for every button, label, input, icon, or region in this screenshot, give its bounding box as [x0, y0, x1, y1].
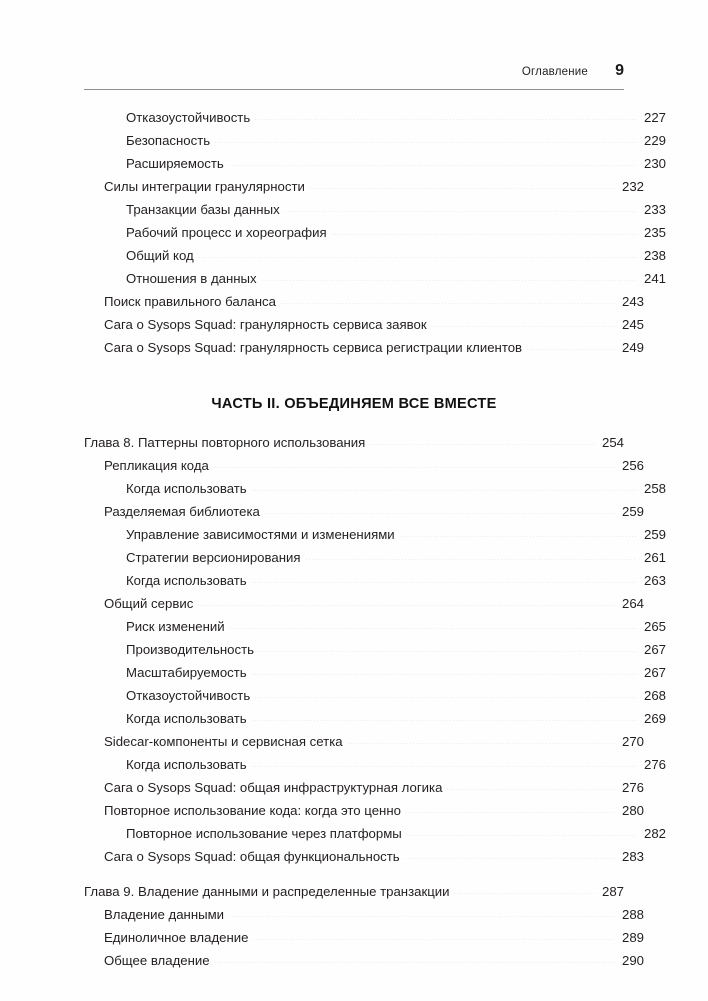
toc-entry-label: Отношения в данных [126, 271, 257, 286]
dot-leader [214, 142, 637, 143]
toc-entry-label: Риск изменений [126, 619, 225, 634]
toc-entry-label: Управление зависимостями и изменениями [126, 527, 395, 542]
toc-entry-page-number: 258 [643, 481, 666, 496]
toc-entry-row[interactable] [84, 757, 666, 780]
toc-entry-row[interactable] [84, 504, 644, 527]
toc-entry-label: Разделяемая библиотека [104, 504, 260, 519]
toc-entry-label: Сага о Sysops Squad: гранулярность сервиса заявок [104, 317, 427, 332]
toc-entry-row[interactable] [84, 930, 644, 953]
running-head-title: Оглавление [521, 66, 588, 78]
chapter-number: Глава 8. [84, 435, 138, 450]
toc-chapter-row[interactable] [84, 435, 624, 458]
toc-entry-row[interactable] [84, 271, 666, 294]
toc-entry-row[interactable] [84, 573, 666, 596]
toc-entry-row[interactable] [84, 780, 644, 803]
toc-entry-label: Сага о Sysops Squad: гранулярность сервиса регистрации клиентов [104, 340, 523, 355]
toc-entry-page-number: 249 [621, 340, 644, 355]
dot-leader [261, 280, 637, 281]
toc-entry-page-number: 241 [643, 271, 666, 286]
toc-entry-row[interactable] [84, 179, 644, 202]
toc-entry-label: Когда использовать [126, 711, 247, 726]
toc-entry-row[interactable] [84, 156, 666, 179]
toc-entry-row[interactable] [84, 225, 666, 248]
toc-entry-label: Транзакции базы данных [126, 202, 280, 217]
dot-leader [251, 674, 637, 675]
dot-leader [198, 257, 637, 258]
toc-entry-row[interactable] [84, 619, 666, 642]
dot-leader [258, 651, 637, 652]
toc-entry-label: Сага о Sysops Squad: общая функциональность [104, 849, 400, 864]
toc-entry-row[interactable] [84, 596, 644, 619]
dot-leader [254, 697, 637, 698]
toc-entry-row[interactable] [84, 734, 644, 757]
toc-entry-label: Поиск правильного баланса [104, 294, 276, 309]
toc-entry-label: Репликация кода [104, 458, 209, 473]
dot-leader [405, 812, 615, 813]
toc-entry-label: Когда использовать [126, 481, 247, 496]
toc-entry-row[interactable] [84, 340, 644, 363]
dot-leader [251, 720, 637, 721]
toc-entry-row[interactable] [84, 110, 666, 133]
toc-entry-label: Повторное использование кода: когда это ценно [104, 803, 401, 818]
toc-entry-row[interactable] [84, 550, 666, 573]
section-spacer [84, 415, 624, 435]
toc-entry-label: Паттерны повторного использования [137, 435, 366, 450]
toc-entry-page-number: 268 [643, 688, 666, 703]
dot-leader [264, 513, 615, 514]
toc-entry-page-number: 276 [643, 757, 666, 772]
toc-entry-label: Когда использовать [126, 573, 247, 588]
toc-entry-label: Отказоустойчивость [126, 688, 251, 703]
dot-leader [526, 349, 615, 350]
toc-entry-page-number: 230 [643, 156, 666, 171]
toc-entry-row[interactable] [84, 317, 644, 340]
chapter-number: Глава 9. [84, 884, 138, 899]
toc-entry-page-number: 227 [643, 110, 666, 125]
toc-entry-page-number: 264 [621, 596, 644, 611]
toc-entry-page-number: 256 [621, 458, 644, 473]
toc-entry-page-number: 261 [643, 550, 666, 565]
toc-entry-page-number: 233 [643, 202, 666, 217]
toc-entry-row[interactable] [84, 953, 644, 976]
part-heading: ЧАСТЬ II. ОБЪЕДИНЯЕМ ВСЕ ВМЕСТЕ [211, 395, 497, 412]
dot-leader [446, 789, 615, 790]
toc-entry-page-number: 288 [621, 907, 644, 922]
toc-entry-row[interactable] [84, 688, 666, 711]
toc-entry-page-number: 259 [621, 504, 644, 519]
toc-entry-page-number: 238 [643, 248, 666, 263]
toc-entry-page-number: 287 [601, 884, 624, 899]
toc-entry-label: Единоличное владение [104, 930, 249, 945]
toc-entry-label: Безопасность [126, 133, 211, 148]
toc-entry-row[interactable] [84, 458, 644, 481]
toc-entry-page-number: 243 [621, 294, 644, 309]
toc-entry-page-number: 280 [621, 803, 644, 818]
toc-entry-label: Общий сервис [104, 596, 194, 611]
toc-entry-page-number: 276 [621, 780, 644, 795]
toc-entry-page-number: 263 [643, 573, 666, 588]
section-spacer [84, 363, 624, 392]
chapter-spacer [84, 872, 624, 884]
page-folio: 9 [615, 62, 624, 79]
toc-entry-label: Производительность [126, 642, 254, 657]
toc-entry-row[interactable] [84, 481, 666, 504]
dot-leader [309, 188, 615, 189]
toc-entry-row[interactable] [84, 907, 644, 930]
toc-entry-label: Рабочий процесс и хореография [126, 225, 327, 240]
dot-leader [284, 211, 637, 212]
dot-leader [305, 559, 638, 560]
dot-leader [214, 962, 615, 963]
dot-leader [404, 858, 615, 859]
toc-entry-row[interactable] [84, 711, 666, 734]
toc-entry-row[interactable] [84, 202, 666, 225]
toc-entry-row[interactable] [84, 133, 666, 156]
toc-entry-row[interactable] [84, 642, 666, 665]
toc-entry-label: Sidecar-компоненты и сервисная сетка [104, 734, 343, 749]
toc-entry-row[interactable] [84, 527, 666, 550]
dot-leader [251, 766, 637, 767]
dot-leader [197, 605, 615, 606]
dot-leader [347, 743, 615, 744]
toc-entry-label: Стратегии версионирования [126, 550, 301, 565]
toc-entry-label: Сага о Sysops Squad: общая инфраструктурная логика [104, 780, 443, 795]
running-head [84, 62, 624, 80]
toc-entry-page-number: 267 [643, 642, 666, 657]
toc-entry-page-number: 283 [621, 849, 644, 864]
toc-entry-page-number: 267 [643, 665, 666, 680]
dot-leader [251, 490, 637, 491]
toc-entry-label: Общее владение [104, 953, 210, 968]
dot-leader [431, 326, 615, 327]
dot-leader [254, 119, 637, 120]
dot-leader [280, 303, 615, 304]
dot-leader [251, 582, 637, 583]
table-of-contents [84, 110, 666, 976]
header-rule [84, 89, 624, 90]
toc-entry-label: Когда использовать [126, 757, 247, 772]
toc-entry-label: Масштабируемость [126, 665, 247, 680]
toc-entry-row[interactable] [84, 248, 666, 271]
toc-entry-page-number: 290 [621, 953, 644, 968]
toc-entry-label: Общий код [126, 248, 194, 263]
dot-leader [229, 628, 637, 629]
toc-entry-row[interactable] [84, 665, 666, 688]
toc-entry-row[interactable] [84, 803, 644, 826]
toc-entry-page-number: 229 [643, 133, 666, 148]
dot-leader [369, 444, 595, 445]
dot-leader [228, 916, 615, 917]
toc-entry-label: Повторное использование через платформы [126, 826, 402, 841]
toc-entry-page-number: 265 [643, 619, 666, 634]
dot-leader [406, 835, 637, 836]
toc-entry-page-number: 289 [621, 930, 644, 945]
toc-entry-page-number: 270 [621, 734, 644, 749]
toc-entry-row[interactable] [84, 849, 644, 872]
toc-entry-page-number: 245 [621, 317, 644, 332]
toc-entry-row[interactable] [84, 826, 666, 849]
dot-leader [252, 939, 615, 940]
toc-entry-row[interactable] [84, 294, 644, 317]
toc-entry-label: Расширяемость [126, 156, 224, 171]
toc-entry-page-number: 282 [643, 826, 666, 841]
toc-chapter-row[interactable] [84, 884, 624, 907]
toc-entry-page-number: 254 [601, 435, 624, 450]
toc-entry-page-number: 269 [643, 711, 666, 726]
toc-entry-label: Отказоустойчивость [126, 110, 251, 125]
toc-entry-page-number: 235 [643, 225, 666, 240]
toc-entry-label: Владение данными [104, 907, 225, 922]
toc-entry-label: Владение данными и распределенные транзакции [137, 884, 450, 899]
dot-leader [399, 536, 637, 537]
toc-entry-label: Силы интеграции гранулярности [104, 179, 305, 194]
toc-entry-page-number: 259 [643, 527, 666, 542]
toc-entry-page-number: 232 [621, 179, 644, 194]
dot-leader [454, 893, 595, 894]
dot-leader [228, 165, 637, 166]
dot-leader [213, 467, 615, 468]
dot-leader [331, 234, 637, 235]
